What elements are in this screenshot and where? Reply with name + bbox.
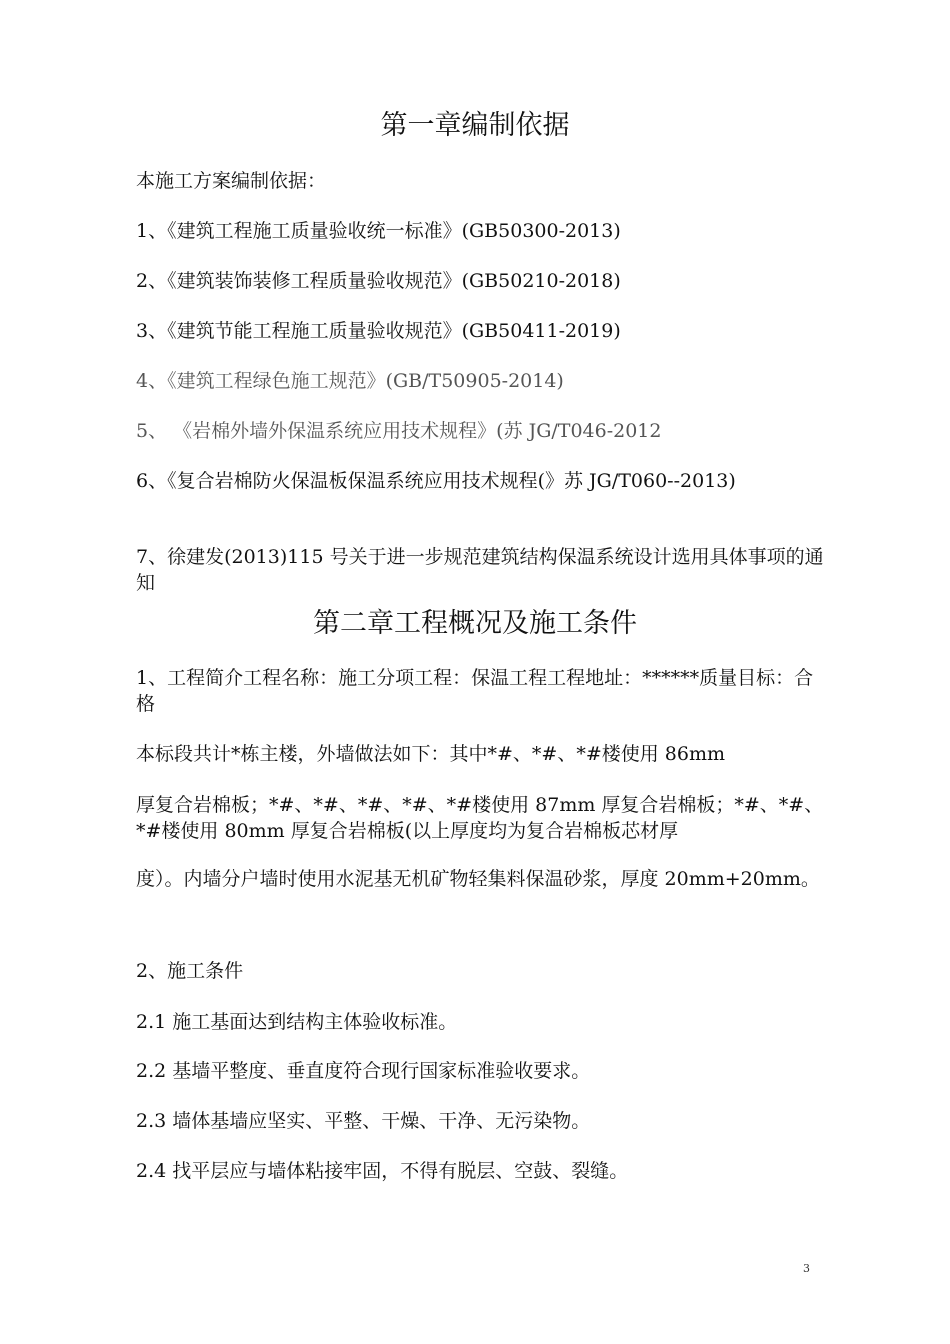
chapter2-title: 第二章工程概况及施工条件 bbox=[313, 608, 637, 639]
condition-item-1: 2.1 施工基面达到结构主体验收标准。 bbox=[136, 1011, 458, 1033]
project-paragraph-line-1: 本标段共计*栋主楼，外墙做法如下：其中*#、*#、*#楼使用 86mm bbox=[136, 743, 726, 765]
reference-item-4: 4、《建筑工程绿色施工规范》(GB/T50905-2014) bbox=[136, 370, 564, 392]
condition-item-4: 2.4 找平层应与墙体粘接牢固，不得有脱层、空鼓、裂缝。 bbox=[136, 1160, 629, 1182]
reference-item-2: 2、《建筑装饰装修工程质量验收规范》(GB50210-2018) bbox=[136, 270, 621, 292]
project-overview: 1、工程简介工程名称：施工分项工程：保温工程工程地址：******质量目标：合格 bbox=[136, 667, 814, 715]
chapter1-intro: 本施工方案编制依据： bbox=[136, 170, 327, 192]
reference-item-6: 6、《复合岩棉防火保温板保温系统应用技术规程(》苏 JG/T060--2013) bbox=[136, 470, 736, 492]
conditions-title: 2、施工条件 bbox=[136, 960, 244, 982]
reference-item-3: 3、《建筑节能工程施工质量验收规范》(GB50411-2019) bbox=[136, 320, 621, 342]
chapter1-title: 第一章编制依据 bbox=[380, 110, 570, 141]
reference-item-1: 1、《建筑工程施工质量验收统一标准》(GB50300-2013) bbox=[136, 220, 621, 242]
condition-item-2: 2.2 基墙平整度、垂直度符合现行国家标准验收要求。 bbox=[136, 1060, 591, 1082]
reference-item-5: 5、 《岩棉外墙外保温系统应用技术规程》(苏 JG/T046-2012 bbox=[136, 420, 662, 442]
project-paragraph-line-3: 度）。内墙分户墙时使用水泥基无机矿物轻集料保温砂浆，厚度 20mm+20mm。 bbox=[136, 868, 820, 890]
condition-item-3: 2.3 墙体基墙应坚实、平整、干燥、干净、无污染物。 bbox=[136, 1110, 591, 1132]
project-paragraph-line-2: 厚复合岩棉板；*#、*#、*#、*#、*#楼使用 87mm 厚复合岩棉板；*#、*#、*#楼使用 80mm 厚复合岩棉板(以上厚度均为复合岩棉板芯材厚 bbox=[136, 794, 824, 842]
reference-item-7: 7、徐建发(2013)115 号关于进一步规范建筑结构保温系统设计选用具体事项的通知 bbox=[136, 546, 824, 594]
page-number: 3 bbox=[803, 1262, 810, 1275]
